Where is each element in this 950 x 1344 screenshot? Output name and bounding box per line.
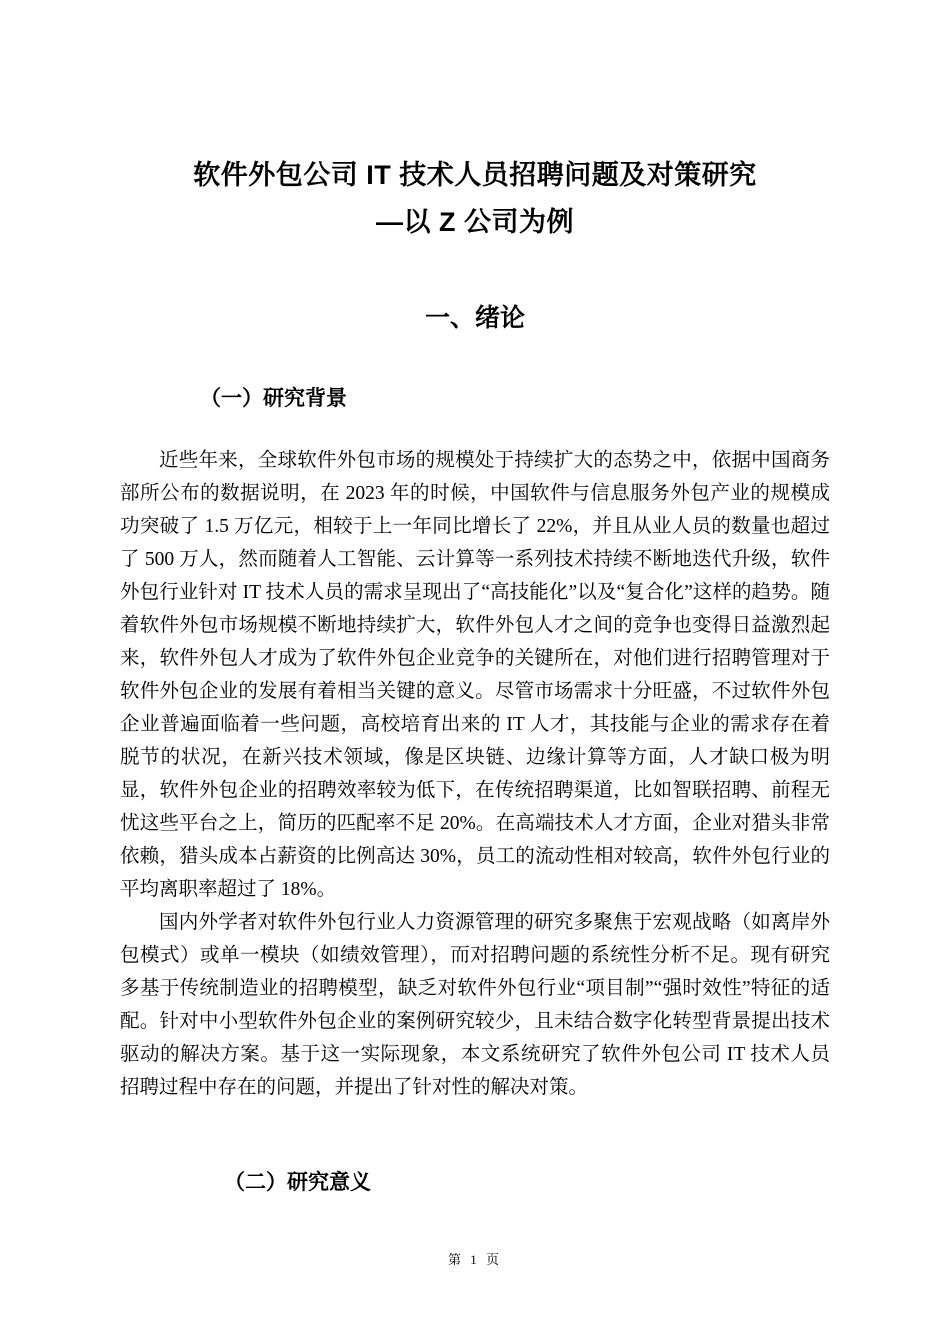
- body-text: [120, 444, 830, 1104]
- document-title-line2: —以 Z 公司为例: [376, 207, 574, 237]
- paragraph: 国内外学者对软件外包行业人力资源管理的研究多聚焦于宏观战略（如离岸外包模式）或单一模块（如绩效管理），而对招聘问题的系统性分析不足。现有研究多基于传统制造业的招聘模型，缺乏对软件外包行业“项目制”“强时效性”特征的适配。针对中小型软件外包企业的案例研究较少，且未结合数字化转型背景提出技术驱动的解决方案。基于这一实际现象，本文系统研究了软件外包公司 IT 技术人员招聘过程中存在的问题，并提出了针对性的解决对策。: [120, 912, 830, 1098]
- page-footer: [0, 1249, 950, 1268]
- paragraph: 近些年来，全球软件外包市场的规模处于持续扩大的态势之中，依据中国商务部所公布的数据说明，在 2023 年的时候，中国软件与信息服务外包产业的规模成功突破了 1.5 万亿元，相较于上一年同比增长了 22%，并且从业人员的数量也超过了 500 万人，然而随着人工智能、云计算等一系列技术持续不断地迭代升级，软件外包行业针对 IT 技术人员的需求呈现出了“高技能化”以及“复合化”这样的趋势。随着软件外包市场规模不断地持续扩大，软件外包人才之间的竞争也变得日益激烈起来，软件外包人才成为了软件外包企业竞争的关键所在，对他们进行招聘管理对于软件外包企业的发展有着相当关键的意义。尽管市场需求十分旺盛，不过软件外包企业普遍面临着一些问题，高校培育出来的 IT 人才，其技能与企业的需求存在着脱节的状况，在新兴技术领域，像是区块链、边缘计算等方面，人才缺口极为明显，软件外包企业的招聘效率较为低下，在传统招聘渠道，比如智联招聘、前程无忧这些平台之上，简历的匹配率不足 20%。在高端技术人才方面，企业对猎头非常依赖，猎头成本占薪资的比例高达 30%，员工的流动性相对较高，软件外包行业的平均离职率超过了 18%。: [120, 450, 830, 900]
- document-title-line1: 软件外包公司 IT 技术人员招聘问题及对策研究: [193, 160, 757, 190]
- document-title: [120, 152, 830, 246]
- chapter-heading: 一、绪论: [424, 304, 525, 332]
- section-heading-research-background: （一）研究背景: [200, 387, 347, 410]
- page-number-label: 第 1 页: [447, 1252, 502, 1267]
- section-heading-research-significance: （二）研究意义: [224, 1171, 371, 1194]
